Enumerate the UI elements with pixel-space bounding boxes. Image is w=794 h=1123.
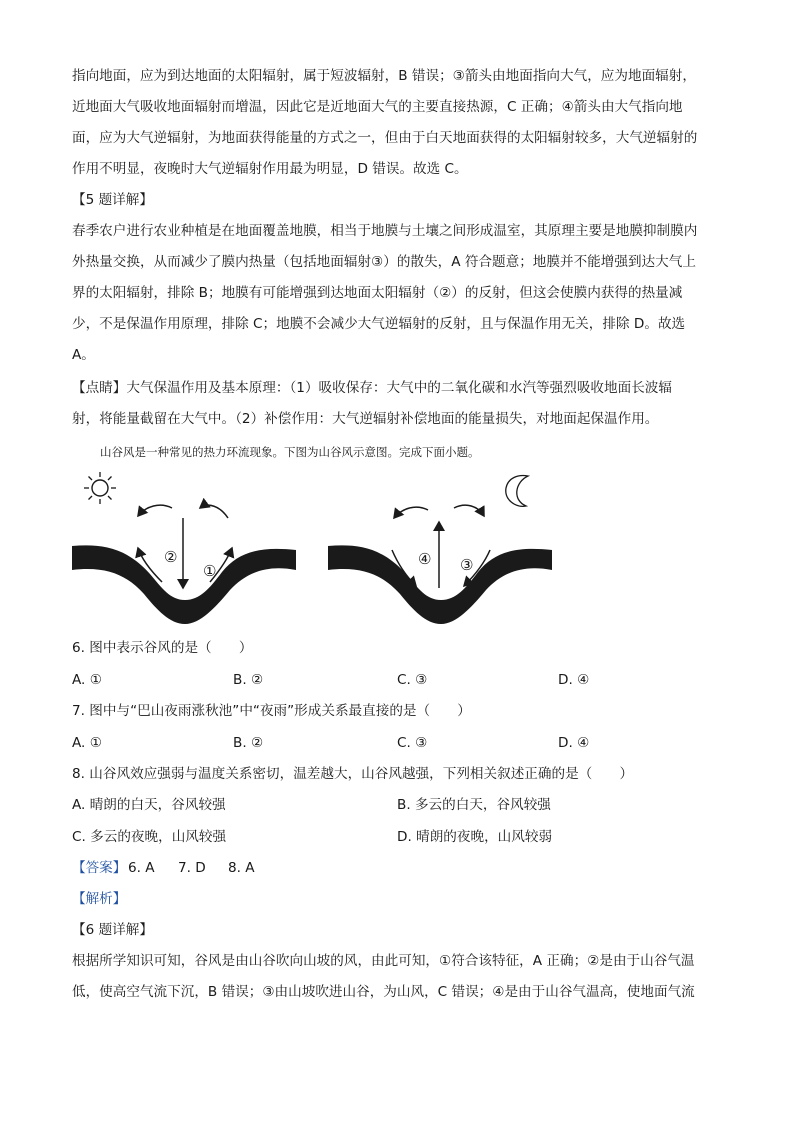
q6-option-c[interactable]: C. ③ <box>397 672 428 688</box>
moon-icon <box>506 476 528 507</box>
text-line: 少，不是保温作用原理，排除 C；地膜不会减少大气逆辐射的反射，且与保温作用无关，排除 D。故选 <box>72 316 686 332</box>
text-line: 根据所学知识可知，谷风是由山谷吹向山坡的风，由此可知，①符合该特征，A 正确；②是由于山谷气温 <box>72 953 695 969</box>
q8-option-d[interactable]: D. 晴朗的夜晚，山风较弱 <box>397 829 553 845</box>
answer-6: 6. A <box>128 860 155 876</box>
q6-stem: 6. 图中表示谷风的是（ ） <box>72 640 253 656</box>
point-line: 【点睛】大气保温作用及基本原理：（1）吸收保存：大气中的二氧化碳和水汽等强烈吸收地面长波辐 <box>72 380 672 396</box>
text-line: 外热量交换，从而减少了膜内热量（包括地面辐射③）的散失，A 符合题意；地膜并不能增强到达大气上 <box>72 254 696 270</box>
valley-wind-figure <box>60 466 570 636</box>
q7-stem: 7. 图中与“巴山夜雨涨秋池”中“夜雨”形成关系最直接的是（ ） <box>72 703 471 719</box>
question-intro: 山谷风是一种常见的热力环流现象。下图为山谷风示意图。完成下面小题。 <box>100 445 480 459</box>
q6-option-a[interactable]: A. ① <box>72 672 102 688</box>
text-line: 面，应为大气逆辐射，为地面获得能量的方式之一，但由于白天地面获得的太阳辐射较多，大气逆辐射的 <box>72 130 698 146</box>
mountain-night <box>328 545 552 624</box>
q7-option-a[interactable]: A. ① <box>72 735 102 751</box>
q6-option-b[interactable]: B. ② <box>233 672 264 688</box>
q7-option-b[interactable]: B. ② <box>233 735 264 751</box>
label-2: ② <box>164 548 178 566</box>
q8-option-a[interactable]: A. 晴朗的白天，谷风较强 <box>72 797 226 813</box>
point-line: 射，将能量截留在大气中。（2）补偿作用：大气逆辐射补偿地面的能量损失，对地面起保温作用。 <box>72 411 659 427</box>
arrow-day-right-top <box>200 505 228 518</box>
q7-option-d[interactable]: D. ④ <box>558 735 590 751</box>
label-4: ④ <box>418 550 432 568</box>
analysis-label: 【解析】 <box>72 891 127 907</box>
q8-option-c[interactable]: C. 多云的夜晚，山风较强 <box>72 829 227 845</box>
arrow-day-left-top <box>138 505 172 516</box>
q5-heading: 【5 题详解】 <box>72 192 153 208</box>
mountain-day <box>72 545 296 624</box>
label-3: ③ <box>460 556 474 574</box>
answer-label: 【答案】 <box>72 860 127 876</box>
sun-icon <box>84 472 116 504</box>
text-line: 低，使高空气流下沉，B 错误；③由山坡吹进山谷，为山风，C 错误；④是由于山谷气温高，使地面气流 <box>72 984 695 1000</box>
q8-stem: 8. 山谷风效应强弱与温度关系密切，温差越大，山谷风越强，下列相关叙述正确的是（ ） <box>72 766 634 782</box>
text-line: 指向地面，应为到达地面的太阳辐射，属于短波辐射，B 错误；③箭头由地面指向大气，应为地面辐射， <box>72 68 696 84</box>
arrow-night-left-top <box>394 507 428 518</box>
q6-heading: 【6 题详解】 <box>72 922 153 938</box>
text-line: A。 <box>72 347 95 363</box>
answer-7: 7. D <box>178 860 206 876</box>
text-line: 界的太阳辐射，排除 B；地膜有可能增强到达地面太阳辐射（②）的反射，但这会使膜内获得的热量减 <box>72 285 683 301</box>
arrow-night-right-top <box>454 505 484 516</box>
label-1: ① <box>203 562 217 580</box>
q6-option-d[interactable]: D. ④ <box>558 672 590 688</box>
q8-option-b[interactable]: B. 多云的白天，谷风较强 <box>397 797 551 813</box>
answer-8: 8. A <box>228 860 255 876</box>
text-line: 近地面大气吸收地面辐射而增温，因此它是近地面大气的主要直接热源，C 正确；④箭头由大气指向地 <box>72 99 683 115</box>
text-line: 春季农户进行农业种植是在地面覆盖地膜，相当于地膜与土壤之间形成温室，其原理主要是地膜抑制膜内 <box>72 223 698 239</box>
q7-option-c[interactable]: C. ③ <box>397 735 428 751</box>
text-line: 作用不明显，夜晚时大气逆辐射作用最为明显，D 错误。故选 C。 <box>72 161 468 177</box>
